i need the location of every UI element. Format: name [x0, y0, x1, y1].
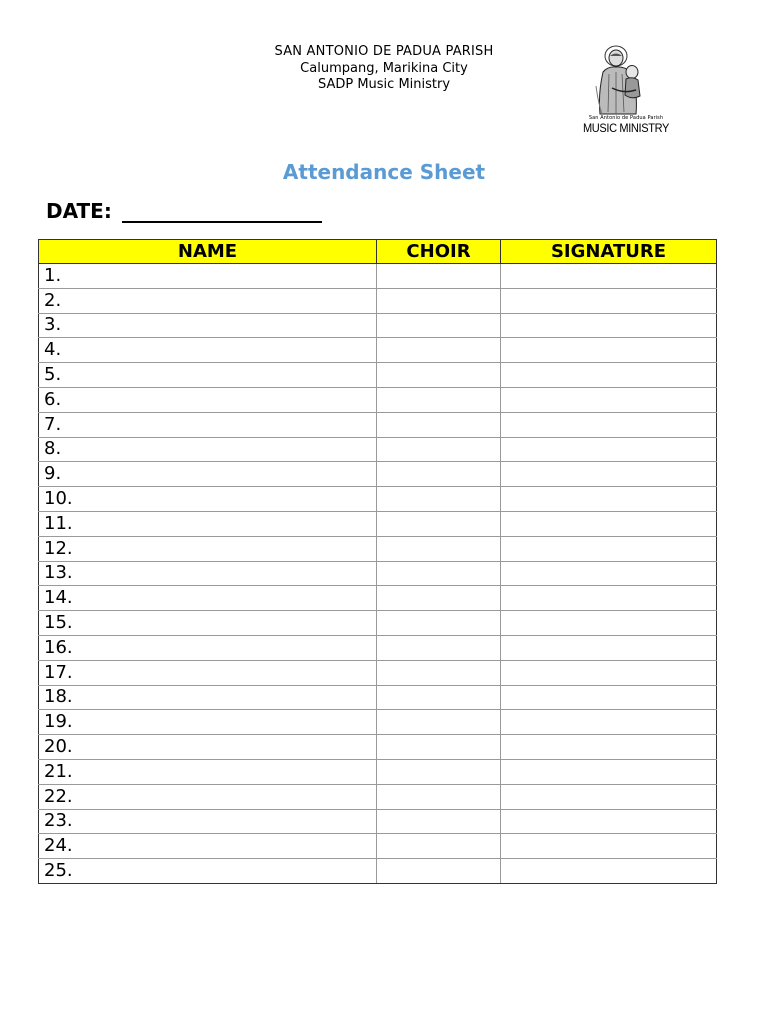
choir-cell[interactable] [377, 784, 501, 809]
name-cell[interactable]: 11. [39, 511, 377, 536]
signature-cell[interactable] [501, 412, 717, 437]
table-row [39, 387, 717, 412]
table-row [39, 660, 717, 685]
choir-cell[interactable] [377, 759, 501, 784]
signature-cell[interactable] [501, 586, 717, 611]
logo-brand-text: MUSIC MINISTRY [582, 121, 670, 135]
name-cell[interactable]: 15. [39, 611, 377, 636]
signature-cell[interactable] [501, 660, 717, 685]
choir-cell[interactable] [377, 660, 501, 685]
name-cell[interactable]: 24. [39, 834, 377, 859]
signature-cell[interactable] [501, 313, 717, 338]
table-row [39, 536, 717, 561]
table-row [39, 685, 717, 710]
name-cell[interactable]: 23. [39, 809, 377, 834]
choir-cell[interactable] [377, 735, 501, 760]
choir-cell[interactable] [377, 387, 501, 412]
signature-cell[interactable] [501, 288, 717, 313]
choir-cell[interactable] [377, 561, 501, 586]
choir-cell[interactable] [377, 685, 501, 710]
name-cell[interactable]: 21. [39, 759, 377, 784]
signature-cell[interactable] [501, 859, 717, 884]
table-row [39, 462, 717, 487]
attendance-table [38, 239, 717, 884]
column-header-name: NAME [39, 240, 377, 264]
signature-cell[interactable] [501, 264, 717, 289]
choir-cell[interactable] [377, 710, 501, 735]
choir-cell[interactable] [377, 412, 501, 437]
column-header-signature: SIGNATURE [501, 240, 717, 264]
date-blank-line[interactable] [122, 199, 322, 223]
table-row [39, 511, 717, 536]
table-row [39, 834, 717, 859]
signature-cell[interactable] [501, 784, 717, 809]
name-cell[interactable]: 16. [39, 635, 377, 660]
choir-cell[interactable] [377, 536, 501, 561]
signature-cell[interactable] [501, 437, 717, 462]
signature-cell[interactable] [501, 834, 717, 859]
choir-cell[interactable] [377, 338, 501, 363]
table-row [39, 859, 717, 884]
choir-cell[interactable] [377, 313, 501, 338]
name-cell[interactable]: 13. [39, 561, 377, 586]
name-cell[interactable]: 14. [39, 586, 377, 611]
signature-cell[interactable] [501, 487, 717, 512]
choir-cell[interactable] [377, 363, 501, 388]
date-label: DATE: [46, 199, 112, 223]
table-header-row [39, 240, 717, 264]
signature-cell[interactable] [501, 611, 717, 636]
name-cell[interactable]: 25. [39, 859, 377, 884]
table-row [39, 487, 717, 512]
name-cell[interactable]: 5. [39, 363, 377, 388]
table-row [39, 586, 717, 611]
name-cell[interactable]: 1. [39, 264, 377, 289]
signature-cell[interactable] [501, 511, 717, 536]
table-row [39, 264, 717, 289]
signature-cell[interactable] [501, 685, 717, 710]
name-cell[interactable]: 4. [39, 338, 377, 363]
name-cell[interactable]: 6. [39, 387, 377, 412]
signature-cell[interactable] [501, 759, 717, 784]
name-cell[interactable]: 18. [39, 685, 377, 710]
choir-cell[interactable] [377, 487, 501, 512]
table-row [39, 288, 717, 313]
choir-cell[interactable] [377, 809, 501, 834]
table-row [39, 710, 717, 735]
choir-cell[interactable] [377, 462, 501, 487]
choir-cell[interactable] [377, 288, 501, 313]
signature-cell[interactable] [501, 735, 717, 760]
table-row [39, 437, 717, 462]
choir-cell[interactable] [377, 437, 501, 462]
choir-cell[interactable] [377, 611, 501, 636]
name-cell[interactable]: 10. [39, 487, 377, 512]
signature-cell[interactable] [501, 809, 717, 834]
name-cell[interactable]: 2. [39, 288, 377, 313]
table-row [39, 784, 717, 809]
choir-cell[interactable] [377, 511, 501, 536]
name-cell[interactable]: 8. [39, 437, 377, 462]
table-row [39, 561, 717, 586]
table-row [39, 363, 717, 388]
signature-cell[interactable] [501, 338, 717, 363]
parish-location: Calumpang, Marikina City [300, 60, 468, 76]
saint-anthony-with-child-icon [576, 42, 676, 116]
signature-cell[interactable] [501, 363, 717, 388]
table-row [39, 635, 717, 660]
name-cell[interactable]: 12. [39, 536, 377, 561]
choir-cell[interactable] [377, 859, 501, 884]
signature-cell[interactable] [501, 462, 717, 487]
signature-cell[interactable] [501, 710, 717, 735]
music-ministry-logo [576, 42, 676, 138]
name-cell[interactable]: 3. [39, 313, 377, 338]
logo-seal-text: San Antonio de Padua Parish [588, 115, 664, 121]
table-row [39, 735, 717, 760]
choir-cell[interactable] [377, 834, 501, 859]
table-row [39, 759, 717, 784]
parish-name: SAN ANTONIO DE PADUA PARISH [274, 44, 494, 59]
choir-cell[interactable] [377, 586, 501, 611]
date-field [46, 199, 322, 223]
choir-cell[interactable] [377, 264, 501, 289]
signature-cell[interactable] [501, 387, 717, 412]
page-title: Attendance Sheet [282, 160, 486, 184]
table-row [39, 338, 717, 363]
name-cell[interactable]: 17. [39, 660, 377, 685]
table-row [39, 809, 717, 834]
choir-cell[interactable] [377, 635, 501, 660]
signature-cell[interactable] [501, 635, 717, 660]
name-cell[interactable]: 19. [39, 710, 377, 735]
table-row [39, 313, 717, 338]
table-row [39, 611, 717, 636]
name-cell[interactable]: 22. [39, 784, 377, 809]
column-header-choir: CHOIR [377, 240, 501, 264]
signature-cell[interactable] [501, 536, 717, 561]
table-row [39, 412, 717, 437]
name-cell[interactable]: 20. [39, 735, 377, 760]
name-cell[interactable]: 9. [39, 462, 377, 487]
signature-cell[interactable] [501, 561, 717, 586]
name-cell[interactable]: 7. [39, 412, 377, 437]
ministry-name: SADP Music Ministry [317, 77, 451, 92]
